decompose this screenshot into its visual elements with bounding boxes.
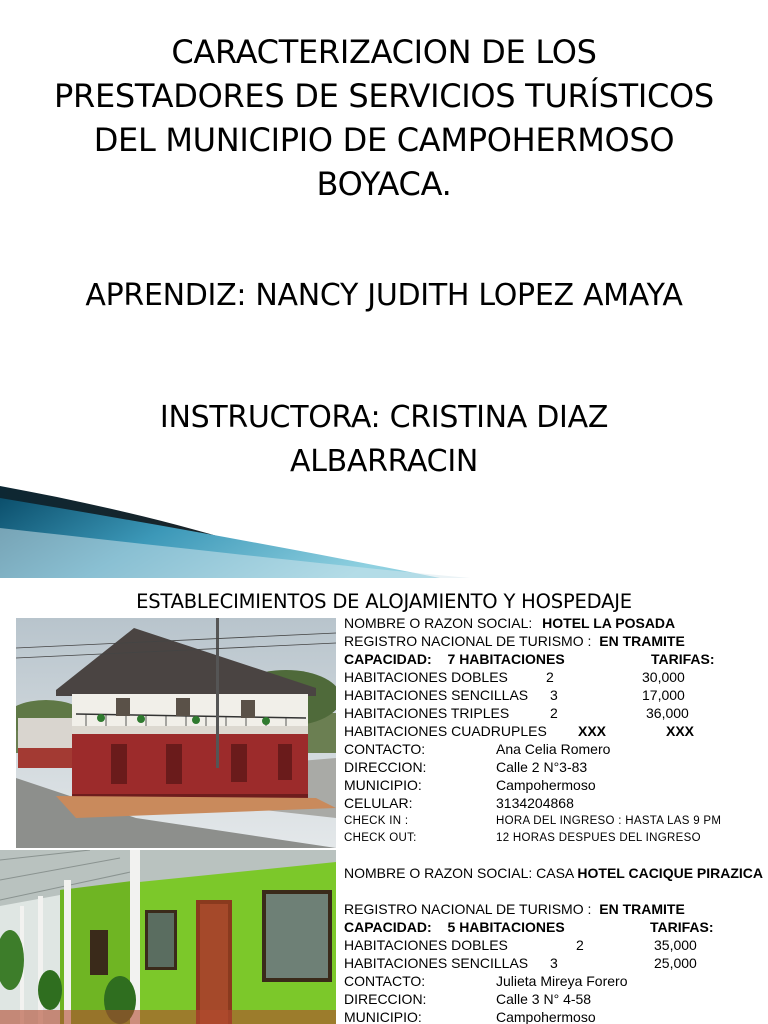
field-label: MUNICIPIO: [344,777,422,793]
room-type: HABITACIONES TRIPLES [344,705,510,721]
room-type: HABITACIONES DOBLES [344,669,508,685]
room-count: XXX [578,723,607,739]
title-line: CARACTERIZACION DE LOS [171,33,597,71]
checkin-row [344,812,764,829]
field-label: MUNICIPIO: [344,1009,422,1024]
title-line: BOYACA. [316,165,452,203]
checkout-row [344,829,764,846]
aprendiz-line: APRENDIZ: NANCY JUDITH LOPEZ AMAYA [85,278,683,313]
field-label: CONTACTO: [344,741,426,757]
rnt-row [344,900,764,918]
decorative-swoosh [0,478,768,578]
room-count: 2 [550,705,558,721]
casa-hotel-cacique-photo [0,850,336,1024]
field-label: DIRECCION: [344,991,427,1007]
direccion-row [344,990,764,1008]
room-count: 2 [576,937,584,953]
room-count: 3 [550,955,558,971]
slide-title [20,30,748,206]
field-value: Calle 3 N° 4-58 [496,991,592,1007]
casa-hotel-cacique-info [344,864,764,1024]
field-label: CHECK IN : [344,815,409,827]
field-label: CAPACIDAD: [344,919,432,935]
field-value: Calle 2 N°3-83 [496,759,588,775]
instructora-line: ALBARRACIN [289,444,479,479]
field-label: CHECK OUT: [344,832,417,844]
room-count: 2 [546,669,554,685]
room-rate: XXX [666,723,695,739]
field-value: 5 HABITACIONES [447,919,565,935]
field-value: Ana Celia Romero [496,741,611,757]
field-value: EN TRAMITE [599,901,685,917]
field-value: 7 HABITACIONES [447,651,565,667]
field-value: EN TRAMITE [599,633,685,649]
field-value: HOTEL LA POSADA [542,615,676,631]
name-row [344,864,764,900]
room-rate: 30,000 [642,669,685,685]
field-label: NOMBRE O RAZON SOCIAL: [344,615,533,631]
room-count: 3 [550,687,558,703]
room-row [344,668,764,686]
room-type: HABITACIONES SENCILLAS [344,955,529,971]
field-label: DIRECCION: [344,759,427,775]
field-value: Julieta Mireya Forero [496,973,628,989]
room-rate: 36,000 [646,705,689,721]
title-line: DEL MUNICIPIO DE CAMPOHERMOSO [93,121,675,159]
room-row [344,704,764,722]
field-value: 3134204868 [496,795,574,811]
room-type: HABITACIONES CUADRUPLES [344,723,547,739]
capacity-row [344,650,764,668]
hotel-la-posada-photo [16,618,336,848]
instructora-line: INSTRUCTORA: CRISTINA DIAZ [159,400,609,435]
field-value: HORA DEL INGRESO : HASTA LAS 9 PM [496,815,722,827]
section-heading: ESTABLECIMIENTOS DE ALOJAMIENTO Y HOSPEDAJE [136,590,632,613]
establishments-slide [0,578,768,1024]
celular-row [344,794,764,812]
room-row [344,954,764,972]
rnt-row [344,632,764,650]
field-value: HOTEL CACIQUE PIRAZICA [577,865,764,881]
room-type: HABITACIONES DOBLES [344,937,508,953]
hotel-la-posada-info [344,614,764,846]
room-rate: 17,000 [642,687,685,703]
contacto-row [344,972,764,990]
direccion-row [344,758,764,776]
title-line: PRESTADORES DE SERVICIOS TURÍSTICOS [54,77,714,115]
tarifas-label: TARIFAS: [651,651,715,667]
field-label: CELULAR: [344,795,413,811]
field-label: REGISTRO NACIONAL DE TURISMO : [344,633,592,649]
room-rate: 35,000 [654,937,697,953]
field-value: 12 HORAS DESPUES DEL INGRESO [496,832,701,844]
field-label: REGISTRO NACIONAL DE TURISMO : [344,901,592,917]
room-row [344,722,764,740]
field-label: CONTACTO: [344,973,426,989]
tarifas-label: TARIFAS: [650,919,714,935]
room-rate: 25,000 [654,955,697,971]
name-row [344,614,764,632]
municipio-row [344,1008,764,1024]
contacto-row [344,740,764,758]
field-value: Campohermoso [496,777,596,793]
room-row [344,686,764,704]
capacity-row [344,918,764,936]
room-type: HABITACIONES SENCILLAS [344,687,529,703]
room-row [344,936,764,954]
municipio-row [344,776,764,794]
field-label: NOMBRE O RAZON SOCIAL: CASA [344,865,574,881]
instructora-block [10,396,758,484]
field-label: CAPACIDAD: [344,651,432,667]
field-value: Campohermoso [496,1009,596,1024]
